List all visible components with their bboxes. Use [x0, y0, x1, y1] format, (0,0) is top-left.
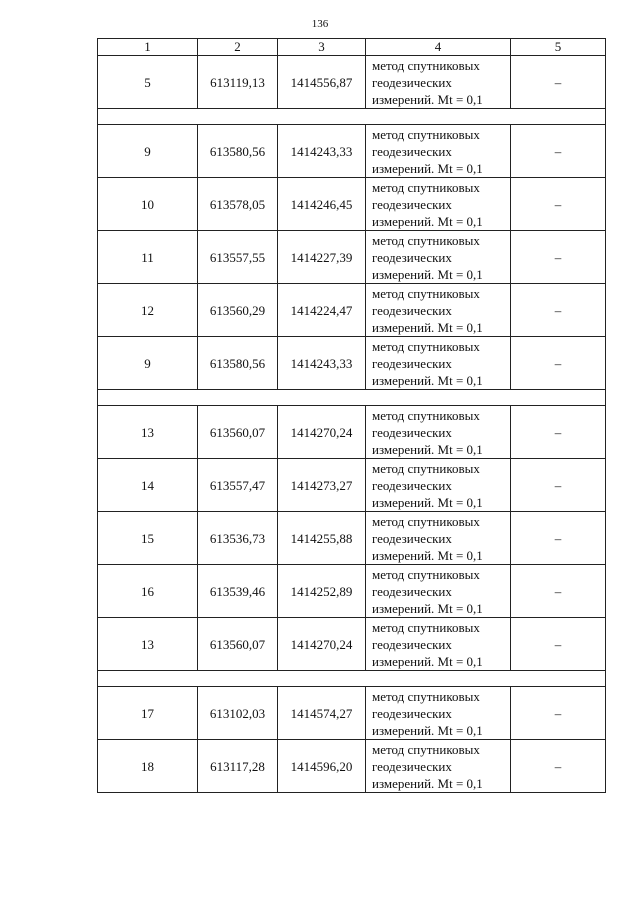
x-coordinate-cell: 613560,07	[198, 406, 278, 459]
note-cell: –	[511, 178, 606, 231]
separator-cell	[98, 390, 606, 406]
y-coordinate-cell: 1414270,24	[278, 406, 366, 459]
note-cell: –	[511, 687, 606, 740]
point-cell: 9	[98, 125, 198, 178]
table-row	[98, 125, 606, 178]
coordinates-table	[97, 38, 606, 793]
separator-cell	[98, 109, 606, 125]
y-coordinate-cell: 1414273,27	[278, 459, 366, 512]
header-cell-1: 1	[98, 39, 198, 56]
note-cell: –	[511, 56, 606, 109]
x-coordinate-cell: 613539,46	[198, 565, 278, 618]
x-coordinate-cell: 613557,47	[198, 459, 278, 512]
method-cell: метод спутниковых геодезических измерений. Mt = 0,1	[366, 565, 511, 618]
separator-row	[98, 390, 606, 406]
x-coordinate-cell: 613102,03	[198, 687, 278, 740]
y-coordinate-cell: 1414574,27	[278, 687, 366, 740]
note-cell: –	[511, 337, 606, 390]
method-cell: метод спутниковых геодезических измерений. Mt = 0,1	[366, 56, 511, 109]
y-coordinate-cell: 1414243,33	[278, 125, 366, 178]
y-coordinate-cell: 1414224,47	[278, 284, 366, 337]
y-coordinate-cell: 1414243,33	[278, 337, 366, 390]
method-cell: метод спутниковых геодезических измерений. Mt = 0,1	[366, 284, 511, 337]
separator-row	[98, 671, 606, 687]
method-cell: метод спутниковых геодезических измерений. Mt = 0,1	[366, 740, 511, 793]
point-cell: 18	[98, 740, 198, 793]
x-coordinate-cell: 613117,28	[198, 740, 278, 793]
method-cell: метод спутниковых геодезических измерений. Mt = 0,1	[366, 231, 511, 284]
separator-cell	[98, 671, 606, 687]
point-cell: 15	[98, 512, 198, 565]
point-cell: 10	[98, 178, 198, 231]
y-coordinate-cell: 1414252,89	[278, 565, 366, 618]
x-coordinate-cell: 613580,56	[198, 125, 278, 178]
header-cell-2: 2	[198, 39, 278, 56]
point-cell: 13	[98, 618, 198, 671]
method-cell: метод спутниковых геодезических измерений. Mt = 0,1	[366, 337, 511, 390]
method-cell: метод спутниковых геодезических измерений. Mt = 0,1	[366, 618, 511, 671]
note-cell: –	[511, 231, 606, 284]
x-coordinate-cell: 613560,29	[198, 284, 278, 337]
table-row	[98, 284, 606, 337]
header-row	[98, 39, 606, 56]
point-cell: 9	[98, 337, 198, 390]
point-cell: 13	[98, 406, 198, 459]
y-coordinate-cell: 1414255,88	[278, 512, 366, 565]
table-row	[98, 337, 606, 390]
point-cell: 14	[98, 459, 198, 512]
note-cell: –	[511, 284, 606, 337]
method-cell: метод спутниковых геодезических измерений. Mt = 0,1	[366, 687, 511, 740]
header-cell-3: 3	[278, 39, 366, 56]
method-cell: метод спутниковых геодезических измерений. Mt = 0,1	[366, 406, 511, 459]
table-row	[98, 565, 606, 618]
note-cell: –	[511, 125, 606, 178]
x-coordinate-cell: 613578,05	[198, 178, 278, 231]
x-coordinate-cell: 613119,13	[198, 56, 278, 109]
point-cell: 16	[98, 565, 198, 618]
point-cell: 11	[98, 231, 198, 284]
point-cell: 12	[98, 284, 198, 337]
table-row	[98, 512, 606, 565]
x-coordinate-cell: 613557,55	[198, 231, 278, 284]
table-row	[98, 459, 606, 512]
header-cell-4: 4	[366, 39, 511, 56]
x-coordinate-cell: 613560,07	[198, 618, 278, 671]
y-coordinate-cell: 1414556,87	[278, 56, 366, 109]
header-cell-5: 5	[511, 39, 606, 56]
note-cell: –	[511, 406, 606, 459]
point-cell: 5	[98, 56, 198, 109]
method-cell: метод спутниковых геодезических измерений. Mt = 0,1	[366, 178, 511, 231]
x-coordinate-cell: 613536,73	[198, 512, 278, 565]
method-cell: метод спутниковых геодезических измерений. Mt = 0,1	[366, 459, 511, 512]
note-cell: –	[511, 512, 606, 565]
table-row	[98, 618, 606, 671]
note-cell: –	[511, 740, 606, 793]
method-cell: метод спутниковых геодезических измерений. Mt = 0,1	[366, 125, 511, 178]
table-body	[98, 39, 606, 793]
page-number: 136	[311, 18, 329, 30]
table-row	[98, 56, 606, 109]
table-row	[98, 406, 606, 459]
table-row	[98, 740, 606, 793]
table-row	[98, 231, 606, 284]
x-coordinate-cell: 613580,56	[198, 337, 278, 390]
y-coordinate-cell: 1414246,45	[278, 178, 366, 231]
note-cell: –	[511, 618, 606, 671]
y-coordinate-cell: 1414596,20	[278, 740, 366, 793]
y-coordinate-cell: 1414227,39	[278, 231, 366, 284]
table-row	[98, 687, 606, 740]
separator-row	[98, 109, 606, 125]
method-cell: метод спутниковых геодезических измерений. Mt = 0,1	[366, 512, 511, 565]
table-row	[98, 178, 606, 231]
y-coordinate-cell: 1414270,24	[278, 618, 366, 671]
point-cell: 17	[98, 687, 198, 740]
note-cell: –	[511, 565, 606, 618]
note-cell: –	[511, 459, 606, 512]
